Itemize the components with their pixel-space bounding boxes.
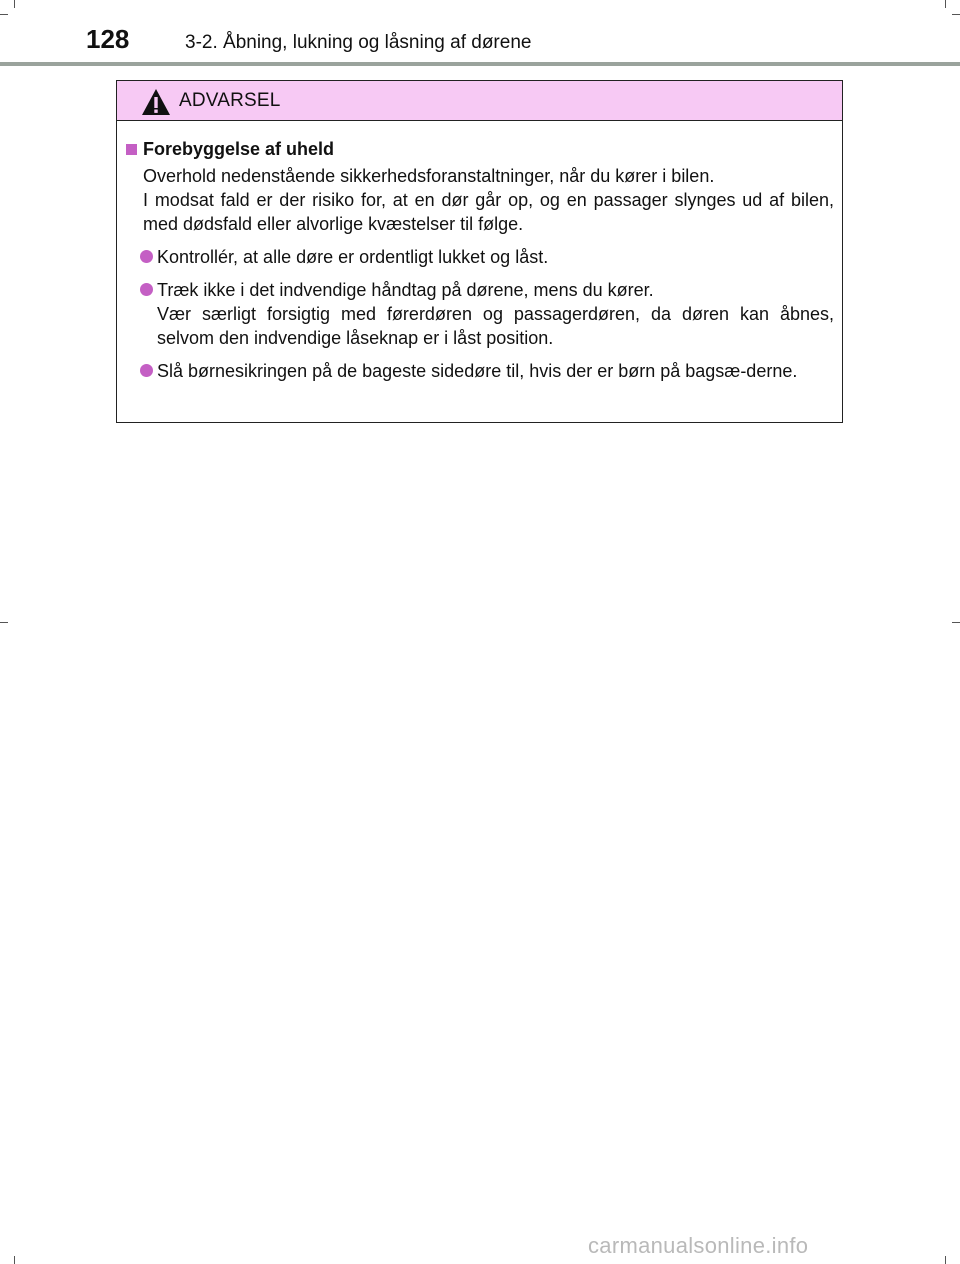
list-item <box>126 359 834 383</box>
warning-body <box>117 121 842 383</box>
list-item-text: Træk ikke i det indvendige håndtag på dørene, mens du kører. <box>157 280 654 300</box>
warning-heading <box>126 137 834 161</box>
header-rule <box>0 62 960 66</box>
warning-triangle-icon <box>141 88 171 116</box>
warning-heading-text: Forebyggelse af uheld <box>143 139 335 159</box>
dot-bullet-icon <box>140 283 153 296</box>
crop-mark <box>0 14 8 15</box>
dot-bullet-icon <box>140 250 153 263</box>
crop-mark <box>14 1256 15 1264</box>
crop-mark <box>952 14 960 15</box>
crop-mark <box>0 622 8 623</box>
list-item <box>126 278 834 350</box>
intro-line: Overhold nedenstående sikkerhedsforanstaltninger, når du kører i bilen. <box>143 166 715 186</box>
square-bullet-icon <box>126 144 137 155</box>
dot-bullet-icon <box>140 364 153 377</box>
footer-watermark: carmanualsonline.info <box>588 1233 809 1258</box>
intro-paragraph <box>126 164 834 236</box>
section-title: 3-2. Åbning, lukning og låsning af dørene <box>185 32 532 53</box>
crop-mark <box>14 0 15 8</box>
list-item <box>126 245 834 269</box>
crop-mark <box>945 0 946 8</box>
crop-mark <box>952 622 960 623</box>
page-number: 128 <box>86 24 130 54</box>
list-item-text: Slå børnesikringen på de bageste sidedøre til, hvis der er børn på bagsæ-derne. <box>157 361 798 381</box>
intro-line: I modsat fald er der risiko for, at en dør går op, og en passager slynges ud af bilen, med dødsfald eller alvorlige kvæstelser til følge. <box>143 190 834 234</box>
warning-label: ADVARSEL <box>179 89 281 111</box>
warning-box <box>116 80 843 423</box>
crop-mark <box>945 1256 946 1264</box>
warning-header <box>117 81 842 121</box>
list-item-text: Kontrollér, at alle døre er ordentligt lukket og låst. <box>157 247 549 267</box>
list-item-text: Vær særligt forsigtig med førerdøren og passagerdøren, da døren kan åbnes, selvom den indvendige låseknap er i låst position. <box>157 304 834 348</box>
